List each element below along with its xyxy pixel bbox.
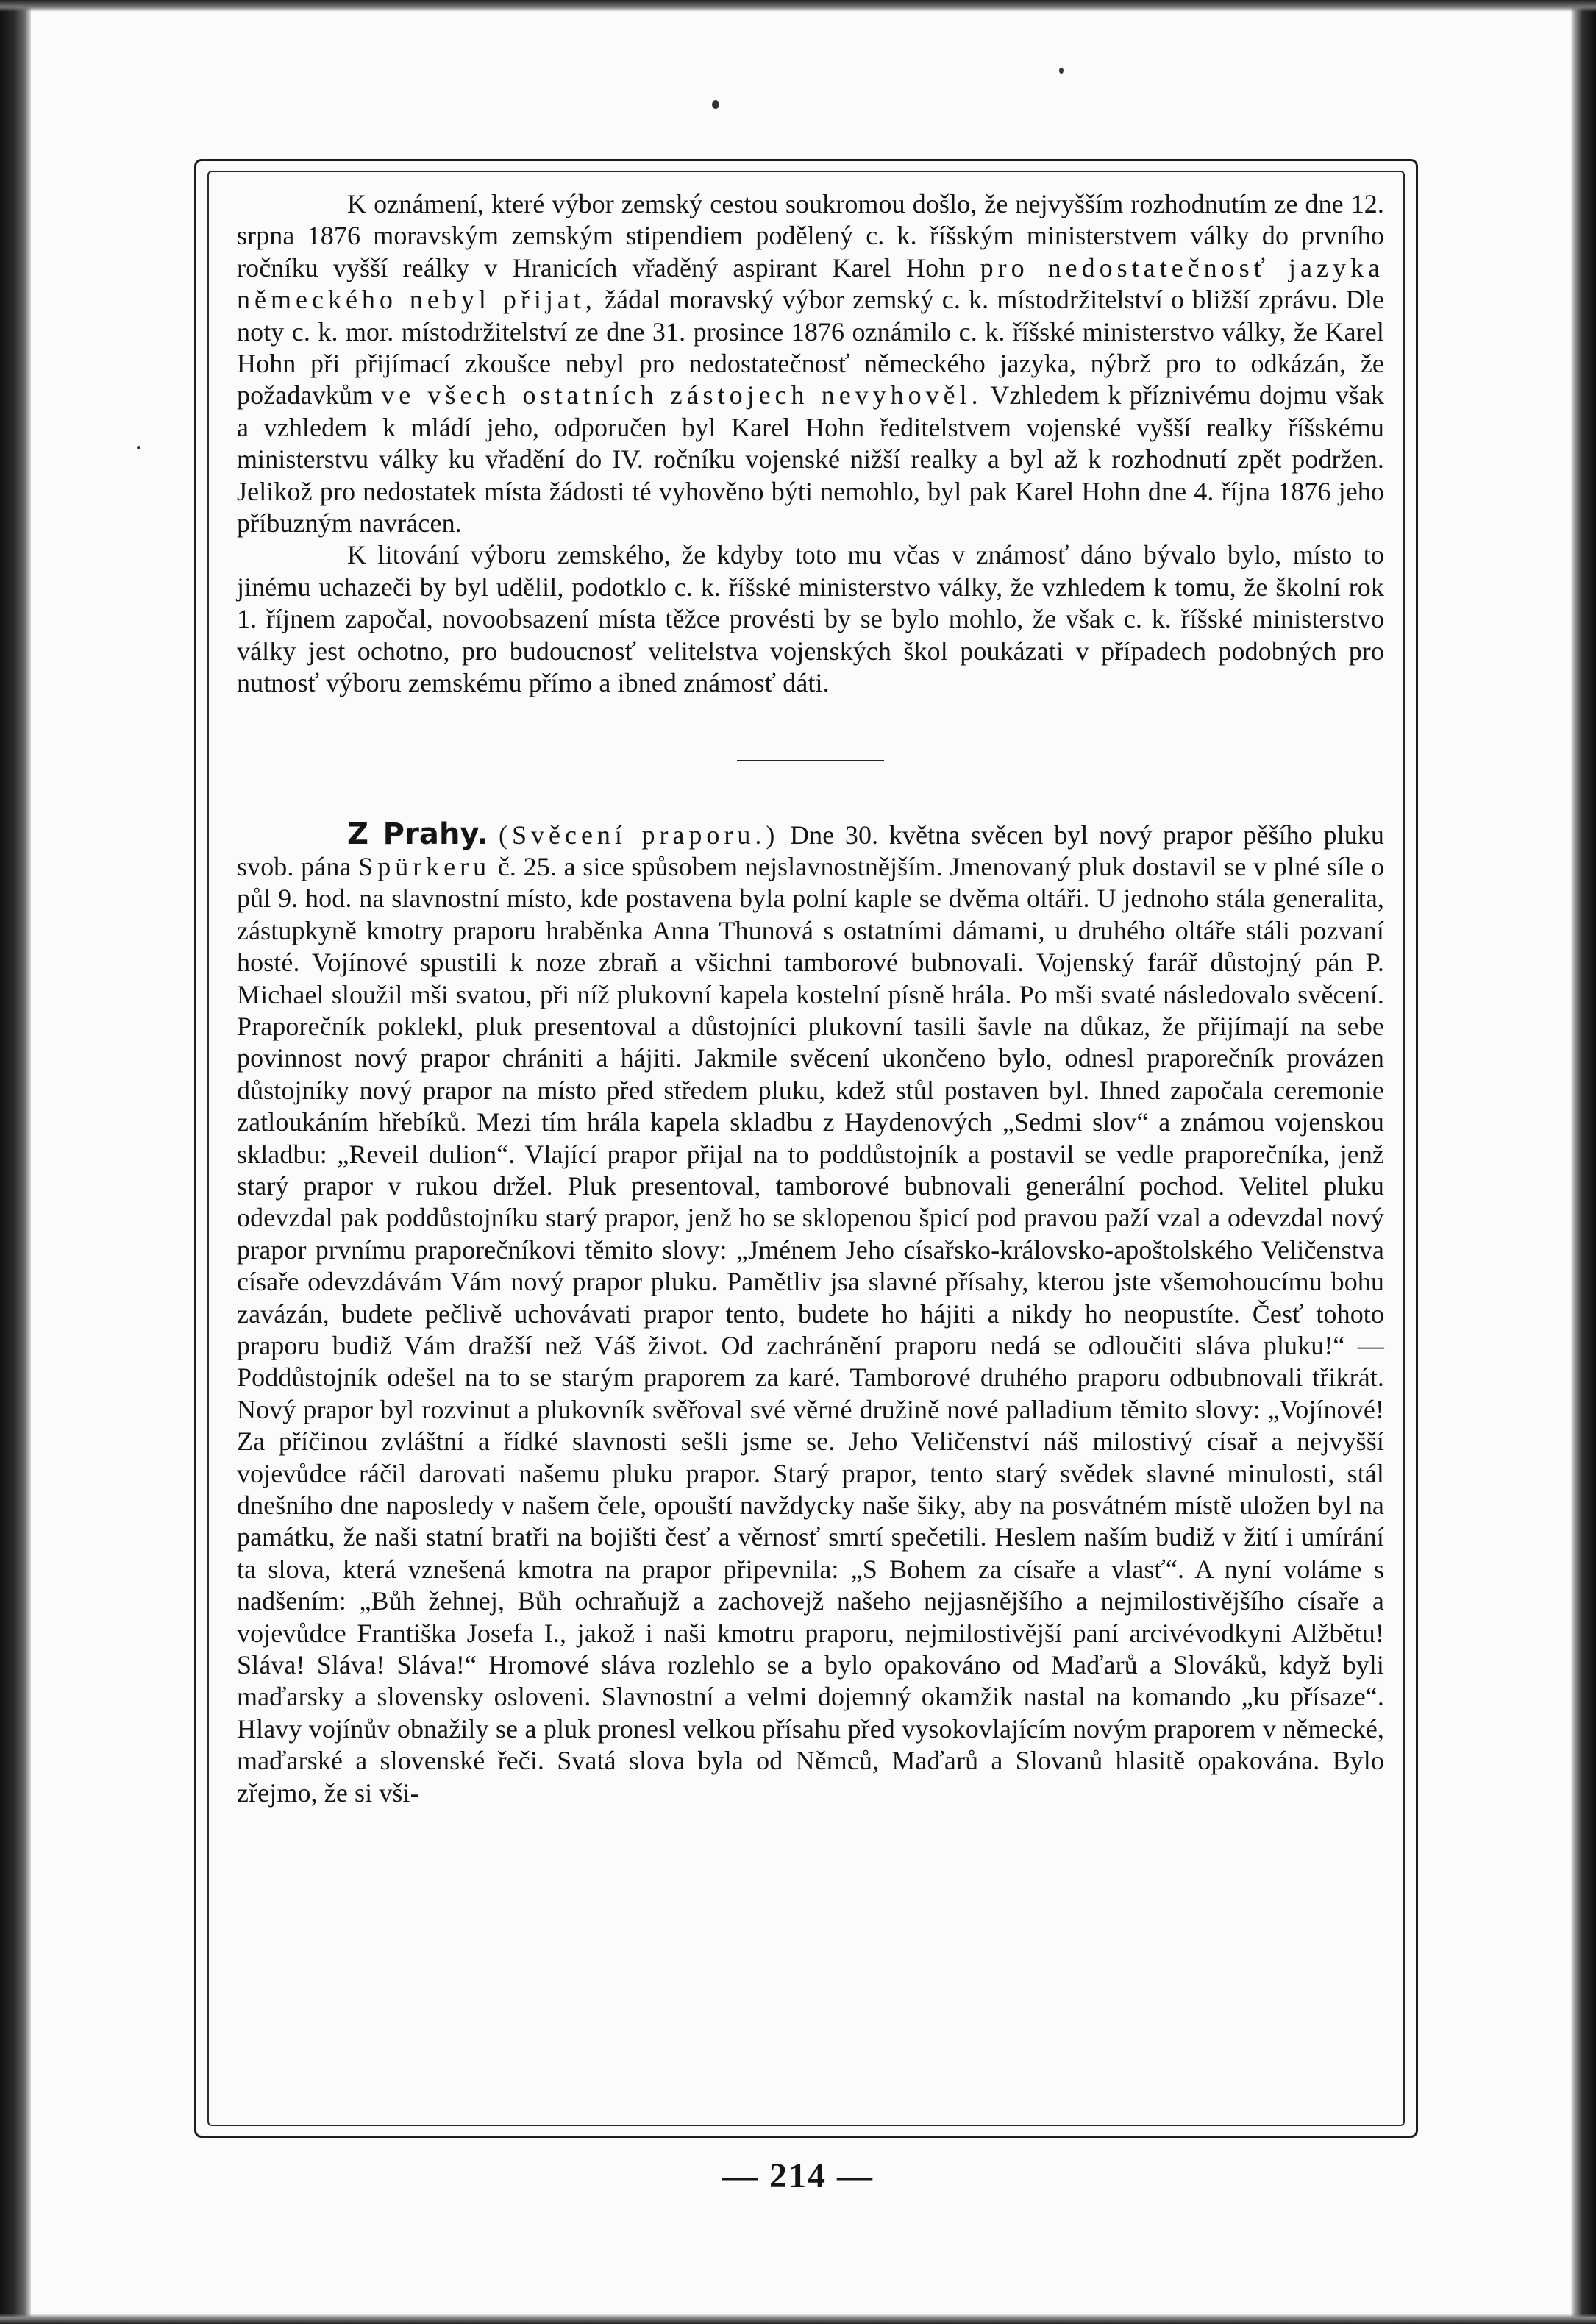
article-2-paragraph xyxy=(237,819,1384,1810)
article-1-text: Vzhledem k příznivému dojmu však a vzhledem k mládí jeho, odporučen byl Karel Hohn ředitelstvem vojenské vyšší realky říšskému ministerstvu války ku vřadění do IV. ročníku vojenské nižší realky a byl až k rozhodnutí zpět podržen. Jelikož pro nedostatek místa žádosti té vyhověno býti nemohlo, byl pak Karel Hohn dne 4. října 1876 jeho příbuzným navrácen. xyxy=(237,380,1384,539)
scan-edge-bottom xyxy=(0,2314,1596,2324)
page-number: — 214 — xyxy=(722,2156,874,2195)
article-2-name: Spürkeru xyxy=(358,851,491,881)
scan-edge-right xyxy=(1571,0,1596,2324)
article-1-text: K oznámení, které výbor zemský cestou soukromou došlo, že nejvyšším rozhodnutím ze dne 12. srpna 1876 moravským zemským stipendiem podělený c. k. říšským ministerstvem války do prvního ročníku vyšší reálky v Hranicích vřaděný aspirant Karel Hohn xyxy=(237,189,1384,282)
article-1-text: žádal moravský výbor zemský c. k. místodržitelství o bližší zprávu. Dle noty c. k. mor. místodržitelství ze dne 31. prosince 1876 oznámilo c. k. říšské ministerstvo války, že Karel Hohn při přijímací zkoušce nebyl pro nedostatečnosť německého jazyka, nýbrž pro to odkázán, že požadavkům xyxy=(237,285,1385,411)
print-speck xyxy=(137,446,140,449)
scan-edge-top xyxy=(0,0,1596,12)
scan-edge-left xyxy=(0,0,31,2324)
article-2-text: Dne 30. května svěcen byl nový prapor pěšího pluku svob. pána xyxy=(237,820,1384,881)
section-divider xyxy=(737,760,884,761)
article-2-heading: Z Prahy. xyxy=(347,817,488,851)
article-2-subheading: (Svěcení praporu.) xyxy=(498,820,780,850)
article-1-emphasis: ve všech ostatních zástojech nevyhověl. xyxy=(381,380,983,411)
print-speck xyxy=(712,100,719,109)
article-2-text: č. 25. a sice spůsobem nejslavnostnějším. Jmenovaný pluk dostavil se v plné síle o půl 9. hod. na slavnostní místo, kde postavena byla polní kaple se dvěma oltáři. U jednoho stála generalita, zástupkyně kmotry praporu hraběnka Anna Thunová s ostatními dámami, u druhého oltáře stáli pozvaní hosté. Vojínové spustili k noze zbraň a všichni tamborové bubnovali. Vojenský farář důstojný pán P. Michael sloužil mši svatou, při níž plukovní kapela kostelní písně hrála. Po mši svaté následovalo svěcení. Praporečník poklekl, pluk presentoval a důstojníci plukovní tasili šavle na důkaz, že přijímají na sebe povinnost nový prapor chrániti a hájiti. Jakmile svěcení ukončeno bylo, odnesl praporečník provázen důstojníky nový prapor na místo před středem pluku, kdež stůl postaven byl. Ihned započala ceremonie zatloukáním hřebíků. Mezi tím hrála kapela skladbu z Haydenových „Sedmi slov“ a známou vojenskou skladbu: „Reveil dulion“. Vlající prapor přijal na to poddůstojník a postavil se vedle praporečníka, jenž starý prapor v rukou držel. Pluk presentoval, tamborové bubnovali generální pochod. Velitel pluku odevzdal pak poddůstojníku starý prapor, jenž ho se sklopenou špicí pod pravou paží vzal a odevzdal nový prapor prvnímu praporečníkovi těmito slovy: „Jménem Jeho císařsko-královsko-apoštolského Veličenstva císaře odevzdávám Vám nový prapor pluku. Pamětliv jsa slavné přísahy, kterou jste všemohoucímu bohu zavázán, budete pečlivě uchovávati prapor tento, budete ho hájiti a nikdy ho neopustíte. Česť tohoto praporu budiž Vám dražší než Váš život. Od zachránění praporu nedá se odloučiti sláva pluku!“ — Poddůstojník odešel na to se starým praporem za karé. Tamborové druhého praporu odbubnovali třikrát. Nový prapor byl rozvinut a plukovník svěřoval své věrné družině nové palladium těmito slovy: „Vojínové! Za příčinou zvláštní a řídké slavnosti sešli jsme se. Jeho Veličenství náš milostivý císař a nejvyšší vojevůdce ráčil darovati našemu pluku prapor. Starý prapor, tento starý svědek slavné minulosti, stál dnešního dne naposledy v našem čele, opouští navždycky naše šiky, aby na posvátném místě uložen byl na památku, že naši statní bratři na bojišti česť a věrnosť smrtí spečetili. Heslem naším budiž v žití i umírání ta slova, která vznešená kmotra na prapor připevnila: „S Bohem za císaře a vlasť“. A nyní voláme s nadšením: „Bůh žehnej, Bůh ochraňujž a zachovejž našeho nejjasnějšího a nejmilostivějšího císaře a vojevůdce Františka Josefa I., jakož i naši kmotru praporu, nejmilostivější paní arcivévodkyni Alžbětu! Sláva! Sláva! Sláva!“ Hromové sláva rozlehlo se a bylo opakováno od Maďarů a Slováků, když byli maďarsky a slovensky osloveni. Slavnostní a velmi dojemný okamžik nastal na komando „ku přísaze“. Hlavy vojínův obnažily se a pluk pronesl velkou přísahu před vysokovlajícím novým praporem v německé, maďarské a slovenské řeči. Svatá slova byla od Němců, Maďarů a Slovanů hlasitě opakována. Bylo zřejmo, že si vši- xyxy=(237,851,1384,1808)
text-column xyxy=(237,188,1384,1809)
article-1-paragraph-1 xyxy=(237,188,1384,539)
article-1-paragraph-2: K litování výboru zemského, že kdyby toto mu včas v známosť dáno bývalo bylo, místo to jinému uchazeči by byl udělil, podotklo c. k. říšské ministerstvo války, že vzhledem k tomu, že školní rok 1. říjnem započal, novoobsazení místa těžce provésti by se bylo mohlo, že však c. k. říšské ministerstvo války jest ochotno, pro budoucnosť velitelstva vojenských škol poukázati v případech podobných pro nutnosť výboru zemskému přímo a ibned známosť dáti. xyxy=(237,540,1384,698)
print-speck xyxy=(1059,68,1064,74)
article-1-emphasis: pro nedostatečnosť jazyka německého nebyl přijat, xyxy=(237,252,1384,315)
